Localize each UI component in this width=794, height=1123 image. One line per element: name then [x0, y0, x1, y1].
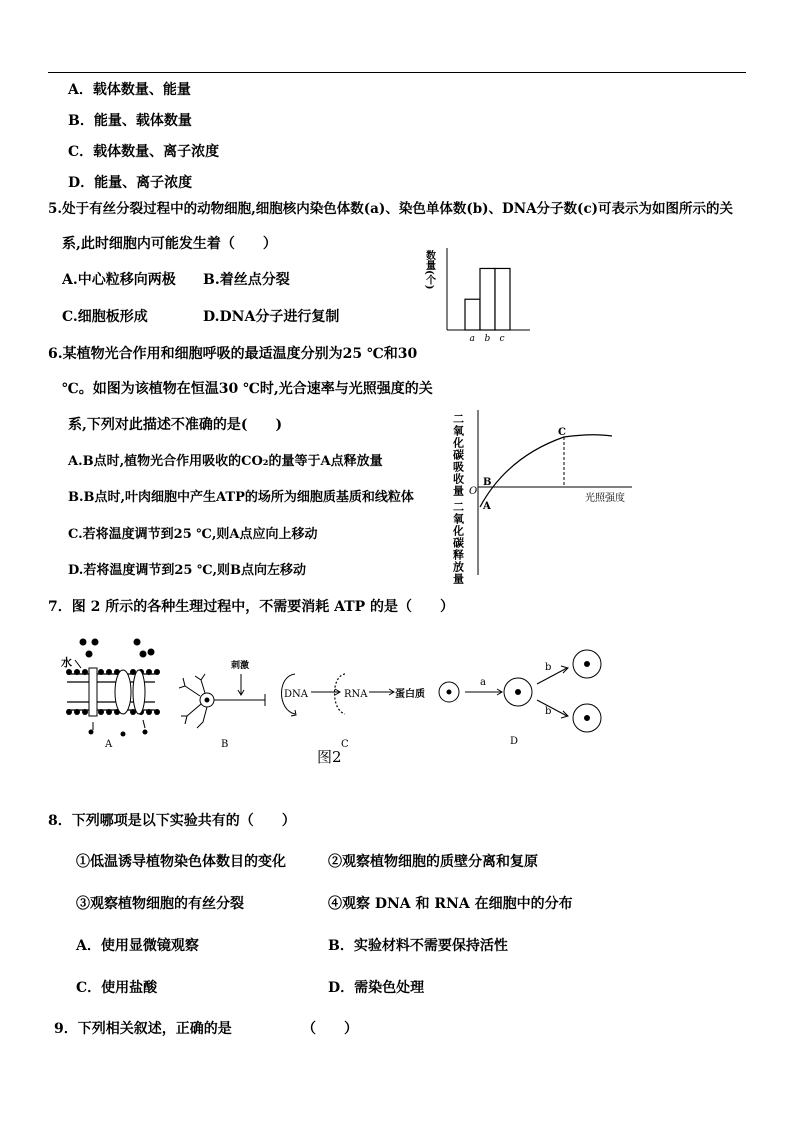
q5-option-d: D.DNA分子进行复制	[203, 309, 340, 325]
header-rule	[48, 72, 746, 73]
q7-neuron-diagram	[179, 674, 265, 728]
q7-cell-division-diagram	[439, 650, 601, 732]
q7-figure-2	[55, 632, 615, 772]
q7-membrane-diagram	[66, 639, 160, 737]
q8-stem: 8．下列哪项是以下实验共有的（ ）	[48, 813, 296, 829]
q8-item-4: ④观察 DNA 和 RNA 在细胞中的分布	[328, 896, 573, 912]
q8-option-b: B．实验材料不需要保持活性	[328, 938, 508, 954]
q9-stem: 9．下列相关叙述，正确的是	[54, 1021, 232, 1037]
q7-dna-label: DNA	[284, 689, 308, 700]
q5-option-b: B.着丝点分裂	[203, 272, 290, 288]
q8-option-a: A．使用显微镜观察	[76, 938, 199, 954]
q4-option-d: D．能量、离子浓度	[68, 175, 193, 191]
q6-option-a: A.B点时,植物光合作用吸收的CO₂的量等于A点释放量	[68, 454, 383, 469]
q5-stem-line2: 系,此时细胞内可能发生着（ ）	[62, 236, 277, 252]
q7-water-label: 水	[61, 656, 72, 669]
q6-option-b: B.B点时,叶肉细胞中产生ATP的场所为细胞质基质和线粒体	[68, 490, 414, 505]
q7-arrow-b1-label: b	[545, 662, 552, 673]
q6-origin-label: O	[469, 486, 478, 497]
q5-chart-ylabel: 数量(个)	[423, 250, 435, 290]
q5-bar-c	[495, 268, 510, 330]
q4-option-a: A．载体数量、能量	[68, 82, 191, 98]
q8-option-c: C．使用盐酸	[76, 980, 158, 996]
q6-y-lower-label: 二氧化碳释放量	[451, 501, 465, 585]
q5-tick-a: a	[469, 334, 475, 344]
q8-option-d: D．需染色处理	[328, 980, 425, 996]
q7-stimulus-label: 刺激	[231, 661, 250, 671]
q6-light-curve-graph	[451, 405, 652, 585]
q7-label-c: C	[341, 739, 349, 750]
q5-bar-a	[465, 299, 480, 330]
q4-option-c: C．载体数量、离子浓度	[68, 144, 220, 160]
q7-stem: 7．图 2 所示的各种生理过程中，不需要消耗 ATP 的是（ ）	[48, 599, 455, 615]
q5-bar-b	[480, 268, 495, 330]
q6-x-label: 光照强度	[585, 493, 625, 504]
q9-answer-paren: （ ）	[302, 1021, 358, 1037]
q5-tick-b: b	[484, 334, 491, 344]
q6-stem-line3: 系,下列对此描述不准确的是( )	[68, 417, 283, 433]
q5-stem-line1: 5.处于有丝分裂过程中的动物细胞,细胞核内染色体数(a)、染色单体数(b)、DNA分子数(c)可表示为如图所示的关	[48, 201, 734, 217]
q6-point-a-label: A	[483, 501, 491, 512]
q7-label-a: A	[105, 739, 113, 750]
q7-label-b: B	[221, 739, 229, 750]
q7-figure-caption: 图2	[317, 748, 342, 766]
q6-option-d: D.若将温度调节到25 ℃,则B点向左移动	[68, 563, 307, 578]
q8-item-3: ③观察植物细胞的有丝分裂	[76, 896, 244, 912]
q7-protein-label: 蛋白质	[395, 689, 425, 700]
q6-stem-line2: ℃。如图为该植物在恒温30 ℃时,光合速率与光照强度的关	[62, 381, 433, 397]
q7-rna-label: RNA	[344, 689, 368, 700]
q8-item-2: ②观察植物细胞的质壁分离和复原	[328, 854, 538, 870]
q5-tick-c: c	[499, 334, 505, 344]
q5-bar-chart	[425, 240, 535, 345]
q7-label-d: D	[510, 736, 519, 747]
q6-point-b-label: B	[483, 477, 492, 488]
q6-y-upper-label: 二氧化碳吸收量	[451, 413, 465, 497]
q6-stem-line1: 6.某植物光合作用和细胞呼吸的最适温度分别为25 ℃和30	[48, 346, 418, 362]
q4-option-b: B．能量、载体数量	[68, 113, 192, 129]
q6-point-c-label: C	[558, 427, 566, 438]
q6-option-c: C.若将温度调节到25 ℃,则A点应向上移动	[68, 527, 318, 542]
q5-option-c: C.细胞板形成	[62, 309, 148, 325]
q7-arrow-a-label: a	[480, 677, 486, 688]
q7-arrow-b2-label: b	[545, 706, 552, 717]
q8-item-1: ①低温诱导植物染色体数目的变化	[76, 854, 286, 870]
q5-option-a: A.中心粒移向两极	[62, 272, 176, 288]
